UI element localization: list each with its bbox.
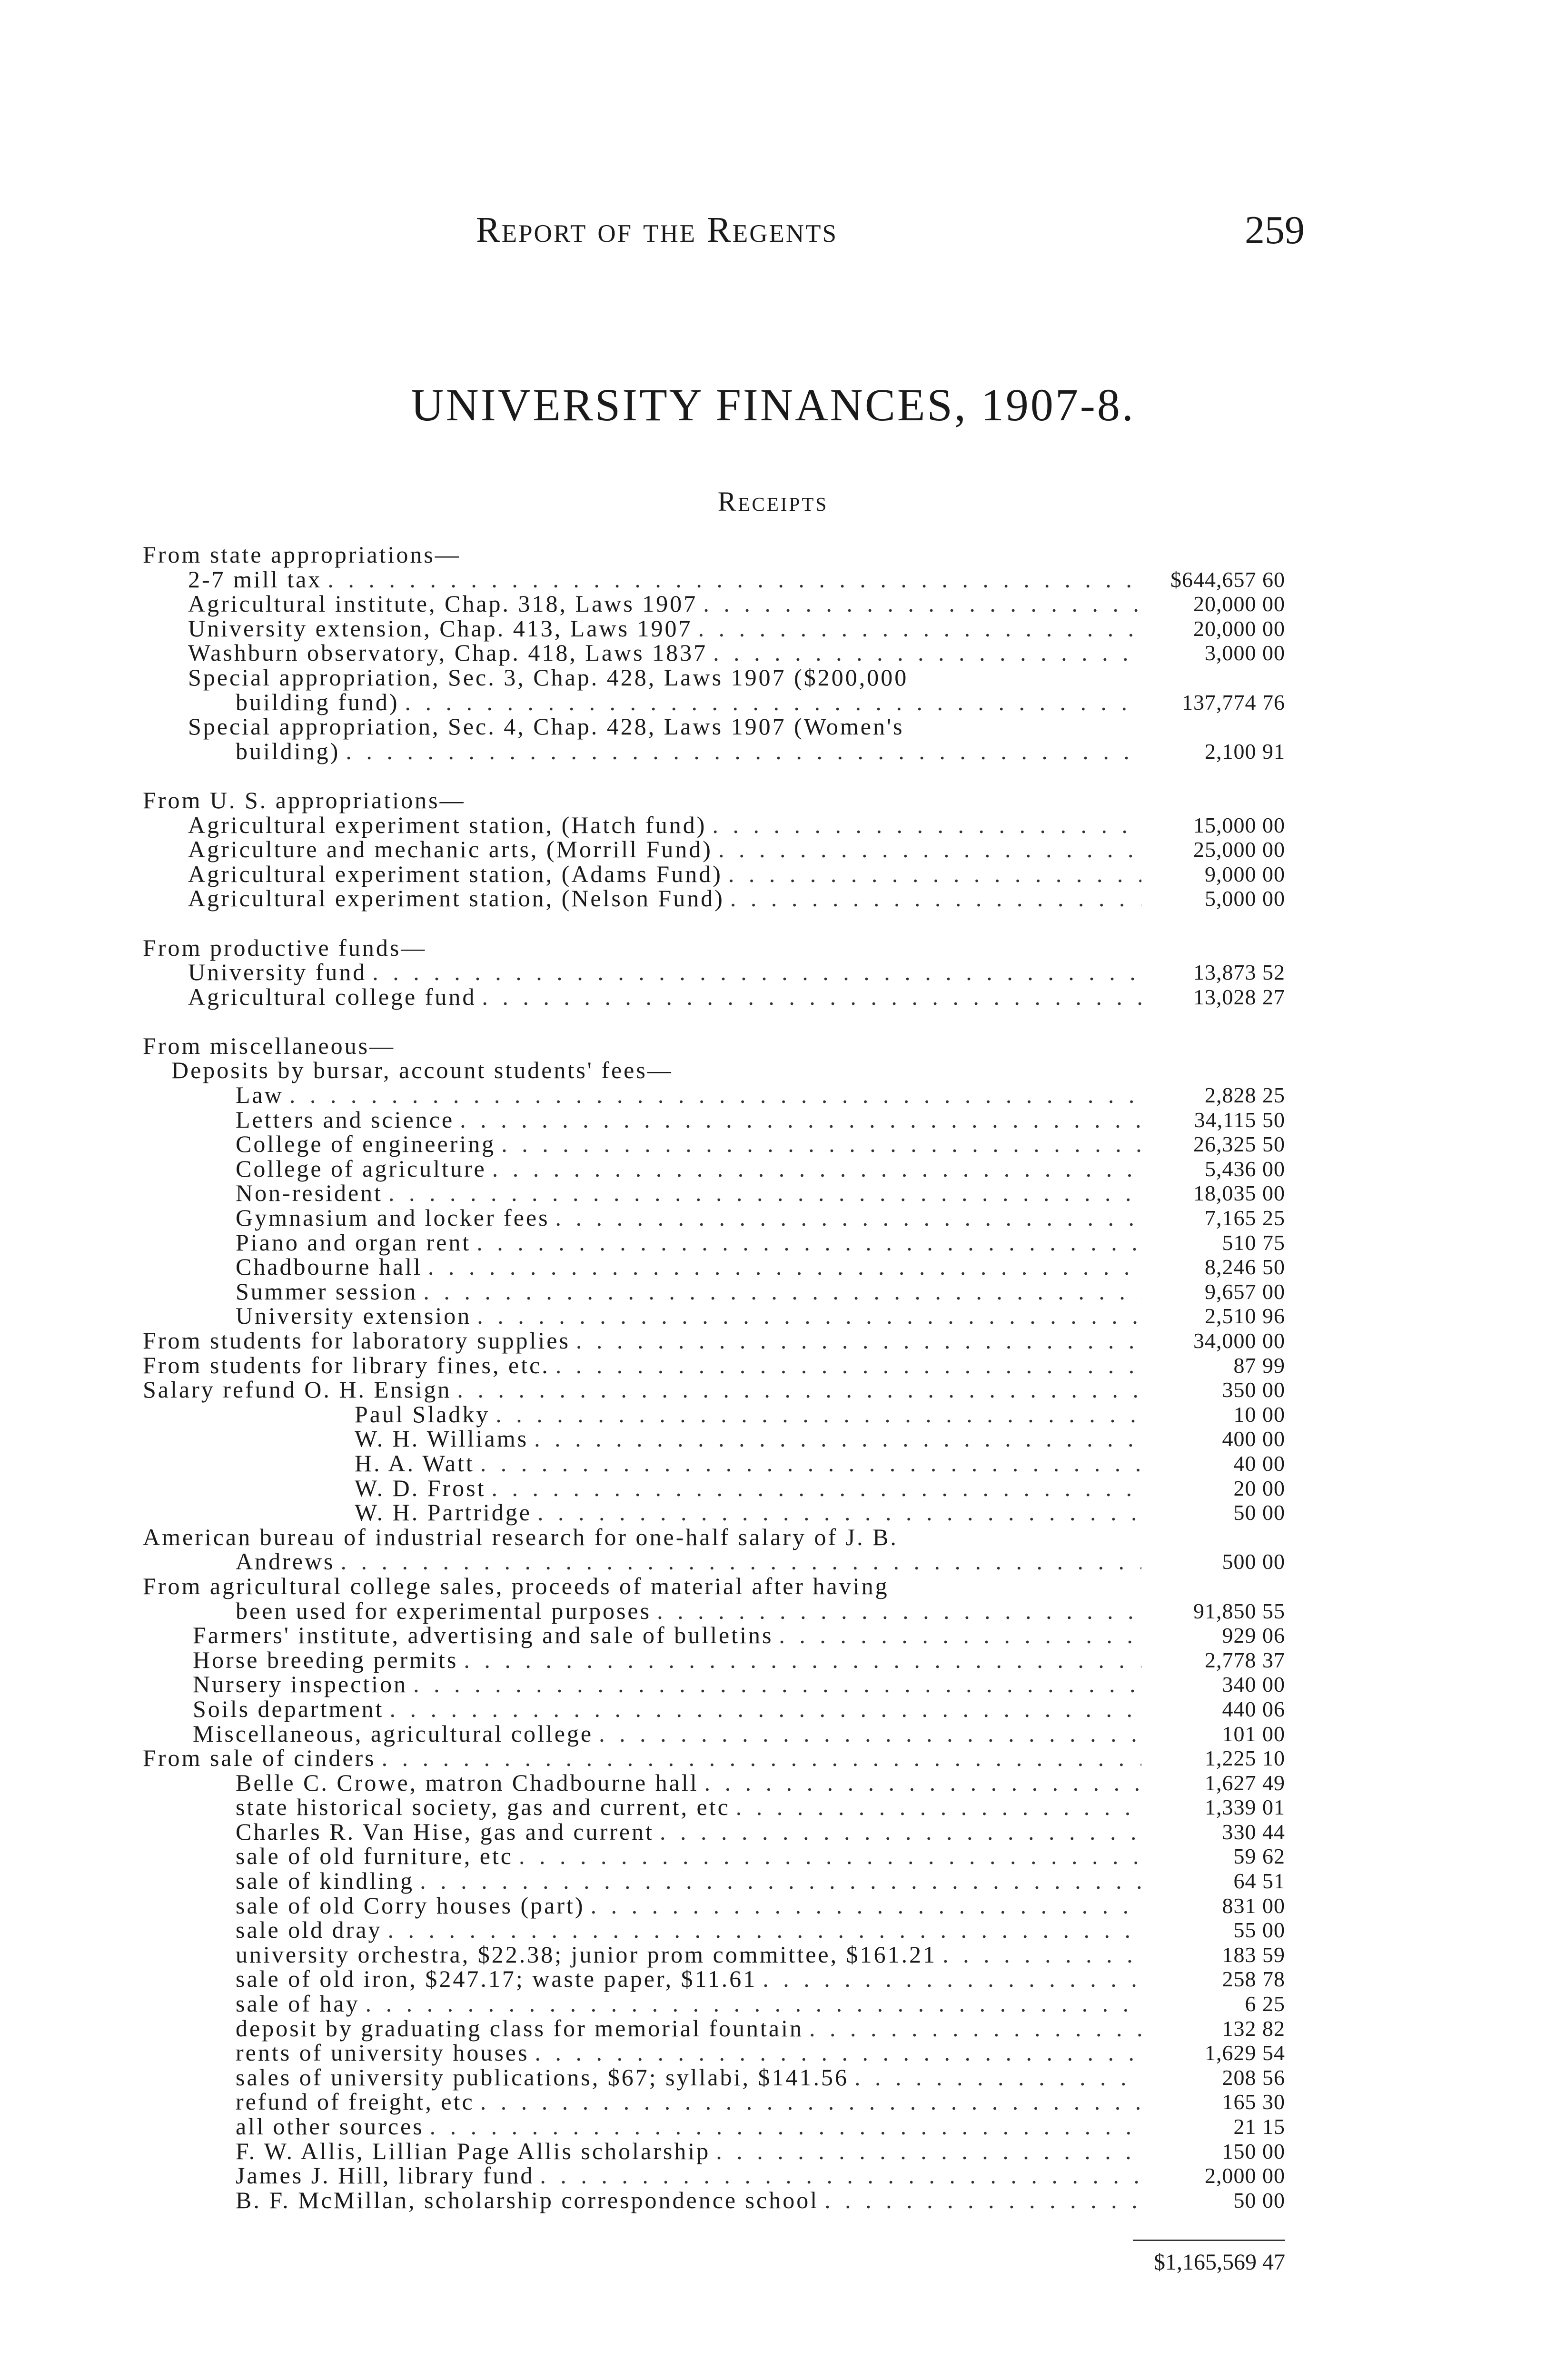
- dot-leader: [476, 1230, 1141, 1255]
- ledger-item-label: Law: [236, 1081, 284, 1109]
- spacer-row: [143, 911, 1285, 936]
- ledger-row: [143, 1943, 1285, 1967]
- ledger-item-amount: 6 25: [1245, 1992, 1285, 2016]
- ledger-item-label: W. D. Frost: [355, 1474, 486, 1501]
- ledger-row: [143, 2041, 1285, 2065]
- ledger-item-amount: 20,000 00: [1193, 592, 1285, 616]
- ledger-item-label: Agricultural experiment station, (Adams Fund): [188, 860, 723, 887]
- ledger-item-label: Andrews: [236, 1548, 335, 1575]
- ledger-item-label: rents of university houses: [236, 2039, 529, 2066]
- dot-leader: [405, 690, 1141, 715]
- dot-leader: [704, 1771, 1141, 1795]
- dot-leader: [492, 1476, 1141, 1501]
- ledger-row: [143, 714, 1285, 739]
- ledger-item-amount: 1,339 01: [1205, 1795, 1285, 1820]
- ledger-item-amount: 258 78: [1222, 1967, 1285, 1992]
- ledger-item-label: Nursery inspection: [193, 1671, 408, 1698]
- ledger-item-amount: 9,000 00: [1205, 862, 1285, 886]
- ledger-row: [143, 1427, 1285, 1451]
- dot-leader: [460, 1108, 1141, 1132]
- ledger-row: [143, 1132, 1285, 1157]
- ledger-row: [143, 1353, 1285, 1378]
- ledger-item-label: Special appropriation, Sec. 3, Chap. 428, Laws 1907 ($200,000: [188, 664, 909, 691]
- ledger-row: [143, 739, 1285, 764]
- ledger-item-label: From miscellaneous—: [143, 1032, 396, 1059]
- ledger-item-amount: 101 00: [1222, 1721, 1285, 1746]
- grand-total: $1,165,569 47: [1154, 2250, 1285, 2275]
- dot-leader: [457, 1378, 1141, 1402]
- dot-leader: [428, 1255, 1141, 1279]
- ledger-row: [143, 690, 1285, 715]
- ledger-item-label: Horse breeding permits: [193, 1646, 458, 1673]
- ledger-row: [143, 2065, 1285, 2090]
- ledger-row: [143, 1844, 1285, 1869]
- ledger-row: [143, 1034, 1285, 1059]
- dot-leader: [703, 592, 1141, 616]
- dot-leader: [854, 2065, 1141, 2090]
- ledger-item-label: Summer session: [236, 1278, 418, 1305]
- ledger-row: [143, 592, 1285, 616]
- dot-leader: [657, 1599, 1141, 1624]
- dot-leader: [482, 985, 1141, 1010]
- dot-leader: [779, 1623, 1141, 1648]
- dot-leader: [763, 1967, 1141, 1992]
- ledger-row: [143, 960, 1285, 985]
- ledger-row: [143, 1746, 1285, 1771]
- ledger-item-label: Letters and science: [236, 1106, 455, 1133]
- ledger-row: [143, 1672, 1285, 1697]
- ledger-item-label: James J. Hill, library fund: [236, 2162, 535, 2189]
- ledger-row: [143, 1697, 1285, 1722]
- ledger-row: [143, 1648, 1285, 1673]
- ledger-row: [143, 1574, 1285, 1599]
- ledger-row: [143, 1378, 1285, 1402]
- ledger-row: [143, 1083, 1285, 1108]
- ledger-row: [143, 616, 1285, 641]
- ledger-row: [143, 936, 1285, 961]
- ledger-item-amount: 929 06: [1222, 1623, 1285, 1648]
- ledger-item-label: 2-7 mill tax: [188, 565, 322, 593]
- ledger-row: [143, 1255, 1285, 1279]
- ledger-item-label: University extension: [236, 1302, 472, 1329]
- ledger-item-label: University fund: [188, 959, 367, 986]
- ledger-item-amount: 330 44: [1222, 1819, 1285, 1844]
- ledger-row: [143, 1771, 1285, 1795]
- dot-leader: [341, 1549, 1141, 1574]
- ledger-item-label: F. W. Allis, Lillian Page Allis scholarship: [236, 2137, 711, 2164]
- dot-leader: [712, 813, 1141, 838]
- ledger-row: [143, 1279, 1285, 1304]
- receipts-ledger: [143, 543, 1285, 2212]
- ledger-item-label: W. H. Partridge: [355, 1499, 532, 1526]
- ledger-item-amount: 13,873 52: [1193, 960, 1285, 985]
- ledger-item-amount: 2,510 96: [1205, 1304, 1285, 1329]
- ledger-item-label: Chadbourne hall: [236, 1253, 422, 1280]
- ledger-item-label: building fund): [236, 688, 399, 715]
- ledger-item-amount: 400 00: [1222, 1427, 1285, 1451]
- ledger-row: [143, 1058, 1285, 1083]
- ledger-item-label: W. H. Williams: [355, 1425, 529, 1452]
- ledger-row: [143, 1108, 1285, 1132]
- ledger-item-amount: 150 00: [1222, 2139, 1285, 2163]
- ledger-row: [143, 1402, 1285, 1427]
- dot-leader: [480, 1451, 1141, 1476]
- ledger-item-label: From sale of cinders: [143, 1745, 376, 1772]
- dot-leader: [477, 1304, 1141, 1329]
- ledger-item-label: Washburn observatory, Chap. 418, Laws 1837: [188, 639, 708, 666]
- dot-leader: [534, 1427, 1141, 1451]
- running-head: Report of the Regents: [476, 210, 838, 250]
- ledger-item-amount: 3,000 00: [1205, 641, 1285, 665]
- ledger-item-label: Non-resident: [236, 1180, 383, 1207]
- ledger-row: [143, 1599, 1285, 1624]
- ledger-row: [143, 1206, 1285, 1230]
- section-heading: Receipts: [717, 486, 829, 517]
- dot-leader: [718, 837, 1141, 862]
- dot-leader: [576, 1329, 1141, 1353]
- ledger-item-label: Agricultural institute, Chap. 318, Laws 1907: [188, 590, 698, 617]
- ledger-item-label: From state appropriations—: [143, 541, 461, 568]
- ledger-item-label: refund of freight, etc: [236, 2088, 475, 2115]
- dot-leader: [492, 1157, 1141, 1181]
- ledger-item-amount: 91,850 55: [1193, 1598, 1285, 1623]
- ledger-row: [143, 2016, 1285, 2041]
- dot-leader: [591, 1894, 1141, 1918]
- ledger-row: [143, 1918, 1285, 1943]
- ledger-item-label: Charles R. Van Hise, gas and current: [236, 1818, 654, 1845]
- ledger-item-amount: 18,035 00: [1193, 1181, 1285, 1206]
- ledger-item-amount: 2,778 37: [1205, 1647, 1285, 1672]
- ledger-item-amount: 21 15: [1233, 2114, 1285, 2139]
- ledger-item-label: sale old dray: [236, 1916, 382, 1944]
- ledger-item-label: Agricultural college fund: [188, 983, 476, 1010]
- ledger-item-amount: 15,000 00: [1193, 813, 1285, 837]
- ledger-item-amount: 340 00: [1222, 1672, 1285, 1697]
- dot-leader: [716, 2139, 1141, 2164]
- ledger-item-amount: 13,028 27: [1193, 984, 1285, 1009]
- ledger-item-amount: 10 00: [1233, 1402, 1285, 1427]
- ledger-item-label: Deposits by bursar, account students' fees—: [171, 1057, 673, 1084]
- ledger-row: [143, 1869, 1285, 1894]
- ledger-row: [143, 886, 1285, 911]
- dot-leader: [289, 1083, 1141, 1108]
- ledger-item-amount: 132 82: [1222, 2016, 1285, 2041]
- ledger-row: [143, 1181, 1285, 1206]
- ledger-item-label: B. F. McMillan, scholarship correspondence school: [236, 2186, 819, 2213]
- ledger-item-label: deposit by graduating class for memorial fountain: [236, 2014, 803, 2042]
- ledger-row: [143, 1230, 1285, 1255]
- spacer-row: [143, 1009, 1285, 1034]
- dot-leader: [537, 1500, 1141, 1525]
- spacer-row: [143, 764, 1285, 788]
- ledger-item-amount: 26,325 50: [1193, 1132, 1285, 1157]
- ledger-item-amount: 831 00: [1222, 1893, 1285, 1918]
- ledger-item-label: From agricultural college sales, proceeds of material after having: [143, 1572, 889, 1599]
- dot-leader: [464, 1648, 1141, 1673]
- ledger-item-label: From students for library fines, etc.: [143, 1351, 550, 1378]
- dot-leader: [420, 1869, 1141, 1894]
- dot-leader: [387, 1918, 1141, 1943]
- ledger-item-amount: 50 00: [1233, 1500, 1285, 1525]
- ledger-item-label: American bureau of industrial research for one-half salary of J. B.: [143, 1523, 898, 1550]
- ledger-item-label: Soils department: [193, 1695, 384, 1722]
- ledger-item-label: Paul Sladky: [355, 1400, 490, 1428]
- dot-leader: [728, 862, 1141, 887]
- ledger-item-amount: 350 00: [1222, 1378, 1285, 1402]
- ledger-item-label: been used for experimental purposes: [236, 1597, 652, 1624]
- dot-leader: [942, 1943, 1141, 1967]
- ledger-row: [143, 2139, 1285, 2164]
- ledger-item-amount: 87 99: [1233, 1353, 1285, 1378]
- dot-leader: [430, 2114, 1141, 2139]
- ledger-item-label: Miscellaneous, agricultural college: [193, 1720, 594, 1747]
- ledger-item-label: Farmers' institute, advertising and sale of bulletins: [193, 1622, 773, 1649]
- ledger-row: [143, 665, 1285, 690]
- ledger-item-label: Agricultural experiment station, (Hatch fund): [188, 811, 707, 838]
- ledger-item-amount: 1,225 10: [1205, 1746, 1285, 1771]
- dot-leader: [809, 2016, 1141, 2041]
- ledger-row: [143, 1451, 1285, 1476]
- ledger-row: [143, 837, 1285, 862]
- ledger-item-amount: 5,000 00: [1205, 886, 1285, 911]
- ledger-row: [143, 567, 1285, 592]
- ledger-item-label: College of engineering: [236, 1130, 496, 1158]
- ledger-item-label: state historical society, gas and current, etc: [236, 1794, 730, 1821]
- ledger-item-amount: 59 62: [1233, 1844, 1285, 1869]
- ledger-item-amount: 25,000 00: [1193, 837, 1285, 862]
- dot-leader: [388, 1181, 1141, 1206]
- dot-leader: [730, 886, 1141, 911]
- dot-leader: [372, 960, 1141, 985]
- ledger-item-amount: 64 51: [1233, 1869, 1285, 1894]
- ledger-item-amount: 137,774 76: [1182, 690, 1285, 714]
- dot-leader: [423, 1279, 1141, 1304]
- dot-leader: [501, 1132, 1141, 1157]
- ledger-row: [143, 641, 1285, 665]
- dot-leader: [389, 1697, 1141, 1722]
- dot-leader: [555, 1353, 1141, 1378]
- ledger-item-amount: 20 00: [1233, 1476, 1285, 1500]
- ledger-item-label: From productive funds—: [143, 934, 427, 961]
- ledger-row: [143, 1157, 1285, 1181]
- dot-leader: [413, 1672, 1141, 1697]
- page-number: 259: [1245, 208, 1305, 252]
- ledger-item-amount: 440 06: [1222, 1696, 1285, 1721]
- ledger-item-amount: 165 30: [1222, 2090, 1285, 2114]
- ledger-row: [143, 1722, 1285, 1746]
- ledger-item-amount: 9,657 00: [1205, 1279, 1285, 1304]
- page-title: UNIVERSITY FINANCES, 1907-8.: [411, 379, 1135, 430]
- ledger-item-label: sale of old iron, $247.17; waste paper, $11.61: [236, 1965, 757, 1993]
- ledger-row: [143, 2090, 1285, 2114]
- dot-leader: [327, 567, 1141, 592]
- ledger-item-label: university orchestra, $22.38; junior prom committee, $161.21: [236, 1941, 937, 1968]
- dot-leader: [698, 616, 1141, 641]
- ledger-item-amount: 2,828 25: [1205, 1083, 1285, 1108]
- ledger-row: [143, 1967, 1285, 1992]
- dot-leader: [519, 1844, 1141, 1869]
- ledger-item-label: From U. S. appropriations—: [143, 786, 466, 813]
- ledger-item-label: Gymnasium and locker fees: [236, 1204, 550, 1231]
- ledger-row: [143, 1476, 1285, 1501]
- ledger-item-amount: 2,000 00: [1205, 2163, 1285, 2188]
- ledger-row: [143, 1329, 1285, 1353]
- ledger-item-label: Salary refund O. H. Ensign: [143, 1376, 452, 1403]
- ledger-row: [143, 2114, 1285, 2139]
- ledger-item-label: sale of kindling: [236, 1867, 415, 1894]
- ledger-item-amount: 8,246 50: [1205, 1255, 1285, 1279]
- ledger-row: [143, 543, 1285, 567]
- ledger-item-amount: 208 56: [1222, 2065, 1285, 2090]
- total-rule: [1133, 2240, 1285, 2241]
- ledger-item-amount: 1,627 49: [1205, 1770, 1285, 1795]
- ledger-row: [143, 2188, 1285, 2213]
- ledger-item-amount: 500 00: [1222, 1549, 1285, 1574]
- dot-leader: [540, 2163, 1141, 2188]
- ledger-row: [143, 1623, 1285, 1648]
- ledger-item-amount: 510 75: [1222, 1230, 1285, 1255]
- ledger-row: [143, 985, 1285, 1010]
- ledger-row: [143, 813, 1285, 838]
- dot-leader: [382, 1746, 1141, 1771]
- ledger-row: [143, 1304, 1285, 1329]
- ledger-item-label: sale of old furniture, etc: [236, 1843, 513, 1870]
- ledger-item-amount: 1,629 54: [1205, 2041, 1285, 2065]
- ledger-item-amount: 20,000 00: [1193, 616, 1285, 641]
- ledger-row: [143, 1549, 1285, 1574]
- ledger-item-amount: 7,165 25: [1205, 1206, 1285, 1230]
- dot-leader: [496, 1402, 1141, 1427]
- ledger-item-amount: $644,657 60: [1170, 567, 1285, 592]
- dot-leader: [366, 1992, 1141, 2016]
- ledger-item-label: Agriculture and mechanic arts, (Morrill Fund): [188, 836, 713, 863]
- ledger-item-label: Special appropriation, Sec. 4, Chap. 428, Laws 1907 (Women's: [188, 713, 904, 740]
- ledger-row: [143, 1820, 1285, 1844]
- ledger-row: [143, 788, 1285, 813]
- ledger-item-amount: 34,000 00: [1193, 1329, 1285, 1353]
- dot-leader: [660, 1820, 1141, 1844]
- ledger-item-label: Piano and organ rent: [236, 1229, 471, 1256]
- ledger-item-amount: 34,115 50: [1194, 1107, 1285, 1132]
- ledger-item-label: sale of old Corry houses (part): [236, 1892, 585, 1919]
- ledger-item-label: Agricultural experiment station, (Nelson Fund): [188, 885, 724, 912]
- dot-leader: [480, 2090, 1141, 2114]
- dot-leader: [346, 739, 1141, 764]
- ledger-item-label: Belle C. Crowe, matron Chadbourne hall: [236, 1769, 699, 1796]
- ledger-item-amount: 40 00: [1233, 1451, 1285, 1476]
- ledger-item-label: University extension, Chap. 413, Laws 1907: [188, 615, 693, 642]
- ledger-row: [143, 1525, 1285, 1550]
- ledger-row: [143, 1795, 1285, 1820]
- ledger-item-amount: 50 00: [1233, 2188, 1285, 2212]
- ledger-row: [143, 1992, 1285, 2016]
- ledger-item-amount: 5,436 00: [1205, 1156, 1285, 1181]
- ledger-item-label: College of agriculture: [236, 1155, 486, 1182]
- dot-leader: [713, 641, 1141, 665]
- ledger-item-label: H. A. Watt: [355, 1449, 475, 1477]
- ledger-row: [143, 862, 1285, 887]
- ledger-item-amount: 2,100 91: [1205, 739, 1285, 764]
- ledger-item-label: all other sources: [236, 2113, 424, 2140]
- ledger-item-amount: 55 00: [1233, 1918, 1285, 1943]
- ledger-item-label: From students for laboratory supplies: [143, 1327, 570, 1354]
- dot-leader: [535, 2041, 1141, 2065]
- ledger-item-label: sales of university publications, $67; syllabi, $141.56: [236, 2063, 849, 2091]
- ledger-item-label: sale of hay: [236, 1990, 360, 2017]
- ledger-row: [143, 1894, 1285, 1918]
- dot-leader: [555, 1206, 1141, 1230]
- ledger-item-label: building): [236, 737, 340, 764]
- dot-leader: [824, 2188, 1141, 2213]
- ledger-row: [143, 1500, 1285, 1525]
- ledger-item-amount: 183 59: [1222, 1942, 1285, 1967]
- dot-leader: [736, 1795, 1141, 1820]
- ledger-row: [143, 2163, 1285, 2188]
- dot-leader: [599, 1722, 1141, 1746]
